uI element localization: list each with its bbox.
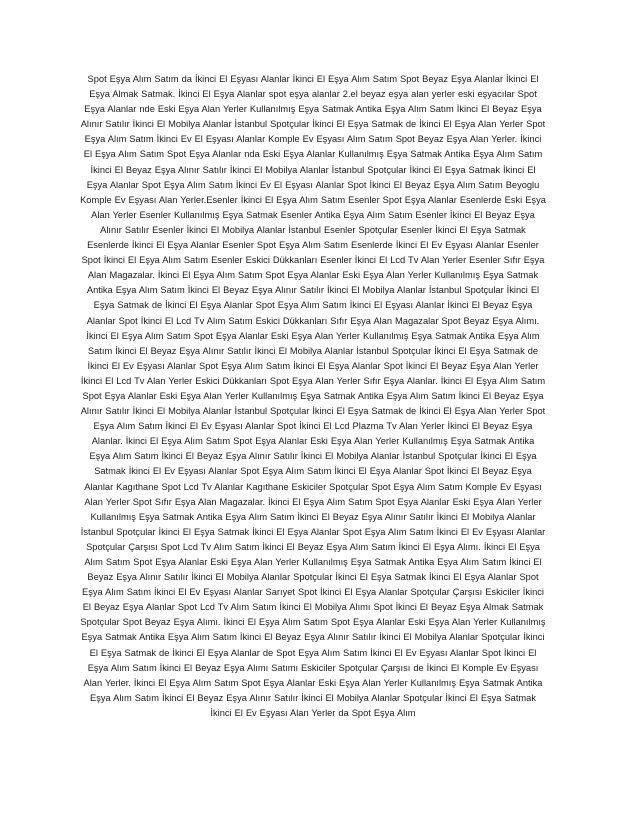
body-paragraph: Spot Eşya Alım Satım da İkinci El Eşyası Alanlar İkinci El Eşya Alım Satım Spot Beyaz Eşya Alanlar İkinci El Eşya Almak Satmak. İkinci El Eşya Alanlar spot eşya alanlar 2.el beyaz eşya alan yerler eski eşyacılar Spot Eşya Alanlar nde Eski Eşya Alan Yerler Kullanılmış Eşya Satmak Antika Eşya Alım Satım İkinci El Beyaz Eşya Alınır Satılır İkinci El Mobilya Alanlar İstanbul Spotçular İkinci El Eşya Satmak de İkinci El Eşya Alan Yerler Spot Eşya Alım Satım İkinci Ev El Eşyası Alanlar Komple Ev Eşyası Alım Satım Spot Beyaz Eşya Alan Yerler. İkinci El Eşya Alım Satım Spot Eşya Alanlar nda Eski Eşya Alanlar Kullanılmış Eşya Satmak Antika Eşya Alım Satım İkinci El Beyaz Eşya Alınır Satılır İkinci El Mobilya Alanlar İstanbul Spotçular İkinci El Eşya Satmak İkinci El Eşya Alanlar Spot Eşya Alım Satım İkinci Ev El Eşyası Alanlar Spot İkinci El Beyaz Eşya Alım Satım Beyoglu Komple Ev Eşyası Alan Yerler.Esenler İkinci El Eşya Alım Satım Esenler Spot Eşya Alanlar Esenlerde Eski Eşya Alan Yerler Esenler Kullanılmış Eşya Satmak Esenler Antika Eşya Alım Satım Esenler İkinci El Beyaz Eşya Alınır Satılır Esenler İkinci El Mobilya Alanlar İstanbul Esenler Spotçular Esenler İkinci El Eşya Satmak Esenlerde İkinci El Eşya Alanlar Esenler Spot Eşya Alım Satım Esenlerde İkinci El Ev Eşyası Alanlar Esenler Spot İkinci El Eşya Alım Satım Esenler Eskici Dükkanları Esenler İkinci El Lcd Tv Alan Yerler Esenler Sıfır Eşya Alan Magazalar. İkinci El Eşya Alım Satım Spot Eşya Alanlar Eski Eşya Alan Yerler Kullanılmış Eşya Satmak Antika Eşya Alım Satım İkinci El Beyaz Eşya Alınır Satılır İkinci El Mobilya Alanlar İstanbul Spotçular İkinci El Eşya Satmak de İkinci El Eşya Alanlar Spot Eşya Alım Satım İkinci El Eşyası Alanlar İkinci El Beyaz Eşya Alanlar Spot İkinci El Lcd Tv Alım Satım Eskici Dükkanları Sıfır Eşya Alan Magazalar Spot Beyaz Eşya Alımı. İkinci El Eşya Alım Satım Spot Eşya Alanlar Eski Eşya Alan Yerler Kullanılmış Eşya Satmak Antika Eşya Alım Satım İkinci El Beyaz Eşya Alınır Satılır İkinci El Mobilya Alanlar İstanbul Spotçular İkinci El Eşya Satmak de İkinci El Ev Eşyası Alanlar Spot Eşya Alım Satım İkinci El Eşya Alanlar Spot İkinci El Beyaz Eşya Alan Yerler İkinci El Lcd Tv Alan Yerler Eskici Dükkanları Spot Eşya Alan Yerler Sıfır Eşya Alanlar. İkinci El Eşya Alım Satım Spot Eşya Alanlar Eski Eşya Alan Yerler Kullanılmış Eşya Satmak Antika Eşya Alım Satım İkinci El Beyaz Eşya Alınır Satılır İkinci El Mobilya Alanlar İstanbul Spotçular İkinci El Eşya Satmak de İkinci El Eşya Alan Yerler Spot Eşya Alım Satım İkinci El Ev Eşyası Alanlar Spot İkinci El Lcd Plazma Tv Alan Yerler İkinci El Beyaz Eşya Alanlar. İkinci El Eşya Alım Satım Spot Eşya Alanlar Eski Eşya Alan Yerler Kullanılmış Eşya Satmak Antika Eşya Alım Satım İkinci El Beyaz Eşya Alınır Satılır İkinci El Mobilya Alanlar İstanbul Spotçular İkinci El Eşya Satmak İkinci El Ev Eşyası Alanlar Spot Eşya Alım Satım İkinci El Eşya Alanlar Spot İkinci El Beyaz Eşya Alanlar Kagıthane Spot Lcd Tv Alanlar Kagıthane Eskiciler Spotçular Spot Eşya Alım Satım Komple Ev Eşyası Alan Yerler Spot Sıfır Eşya Alan Magazalar. İkinci El Eşya Alım Satım Spot Eşya Alanlar Eski Eşya Alan Yerler Kullanılmış Eşya Satmak Antika Eşya Alım Satım İkinci El Beyaz Eşya Alınır Satılır İkinci El Mobilya Alanlar İstanbul Spotçular İkinci El Eşya Satmak İkinci El Eşya Alanlar Spot Eşya Alım Satım İkinci El Ev Eşyası Alanlar Spotçular Çarşısı Spot Lcd Tv Alım Satım İkinci El Beyaz Eşya Alım Satım İkinci El Eşya Alımı. İkinci El Eşya Alım Satım Spot Eşya Alanlar Eski Eşya Alan Yerler Kullanılmış Eşya Satmak Antika Eşya Alım Satım İkinci El Beyaz Eşya Alınır Satılır İkinci El Mobilya Alanlar Spotçular İkinci El Eşya Satmak İkinci El Eşya Alanlar Spot Eşya Alım Satım İkinci El Ev Eşyası Alanlar Sarıyet Spot İkinci El Eşya Alanlar Spotçular Çarşısı Eskiciler İkinci El Beyaz Eşya Alanlar Spot Lcd Tv Alım Satım İkinci El Mobilya Alımı Spot İkinci El Beyaz Eşya Almak Satmak Spotçular Spot Beyaz Eşya Alımı. İkinci El Eşya Alım Satım Spot Eşya Alanlar Eski Eşya Alan Yerler Kullanılmış Eşya Satmak Antika Eşya Alım Satım İkinci El Beyaz Eşya Alınır Satılır İkinci El Mobilya Alanlar Spotçular İkinci El Eşya Satmak de İkinci El Eşya Alanlar de Spot Eşya Alım Satım İkinci El Ev Eşyası Alanlar Spot İkinci El Eşya Alım Satım İkinci El Beyaz Eşya Alımı Satımı Eskiciler Spotçular Çarşısı de İkinci El Komple Ev Eşyası Alan Yerler. İkinci El Eşya Alım Satım Spot Eşya Alanlar Eski Eşya Alan Yerler Kullanılmış Eşya Satmak Antika Eşya Alım Satım İkinci El Beyaz Eşya Alınır Satılır İkinci El Mobilya Alanlar Spotçular İkinci El Eşya Satmak İkinci El Ev Eşyası Alan Yerler da Spot Eşya Alım (80, 74, 546, 718)
